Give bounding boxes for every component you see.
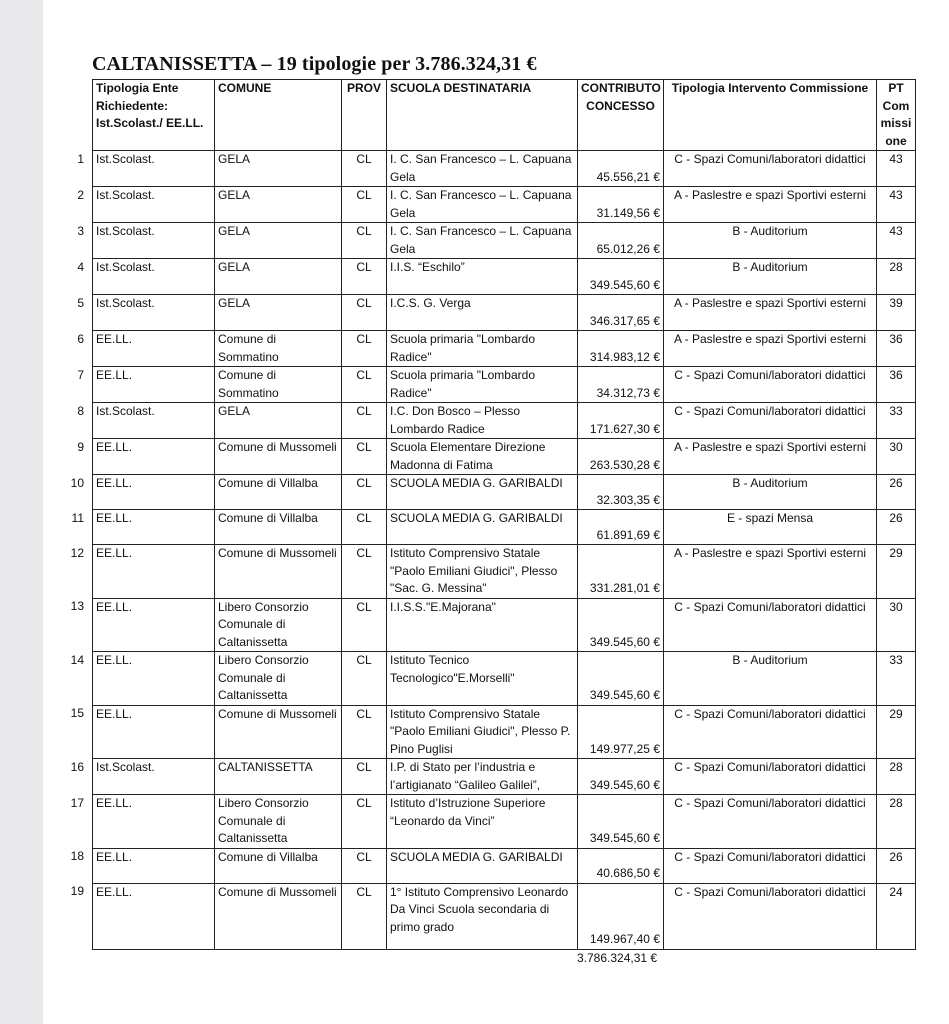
cell-pt-commissione: 36 (877, 367, 916, 403)
cell-tipologia-intervento: A - Paslestre e spazi Sportivi esterni (664, 439, 877, 475)
cell-comune: Comune di Villalba (215, 848, 342, 883)
cell-prov: CL (342, 795, 387, 849)
table-row (93, 151, 916, 187)
cell-tipologia-intervento: A - Paslestre e spazi Sportivi esterni (664, 545, 877, 599)
table-row (93, 295, 916, 331)
table-row (93, 331, 916, 367)
cell-scuola-destinataria: Scuola Elementare Direzione Madonna di Fatima (387, 439, 578, 475)
cell-tipologia-ente: EE.LL. (93, 475, 215, 510)
cell-contributo-concesso: 32.303,35 € (578, 475, 664, 510)
cell-scuola-destinataria: Istituto Comprensivo Statale "Paolo Emiliani Giudici", Plesso P. Pino Puglisi (387, 705, 578, 759)
cell-pt-commissione: 29 (877, 705, 916, 759)
cell-tipologia-intervento: C - Spazi Comuni/laboratori didattici (664, 151, 877, 187)
document-title: CALTANISSETTA – 19 tipologie per 3.786.324,31 € (92, 53, 537, 75)
table-header-row (93, 80, 916, 151)
row-number: 4 (77, 259, 84, 274)
header-tipologia-intervento: Tipologia Intervento Commissione (664, 80, 877, 151)
cell-pt-commissione: 43 (877, 151, 916, 187)
cell-prov: CL (342, 367, 387, 403)
cell-contributo-concesso: 349.545,60 € (578, 598, 664, 652)
row-number: 19 (70, 884, 84, 898)
cell-tipologia-intervento: C - Spazi Comuni/laboratori didattici (664, 403, 877, 439)
cell-prov: CL (342, 848, 387, 883)
row-number: 6 (77, 331, 84, 346)
row-number: 15 (70, 706, 84, 720)
cell-pt-commissione: 43 (877, 223, 916, 259)
row-number: 5 (77, 295, 84, 310)
cell-contributo-concesso: 61.891,69 € (578, 510, 664, 545)
cell-prov: CL (342, 598, 387, 652)
cell-tipologia-intervento: C - Spazi Comuni/laboratori didattici (664, 795, 877, 849)
table-row (93, 545, 916, 599)
cell-tipologia-intervento: C - Spazi Comuni/laboratori didattici (664, 367, 877, 403)
cell-scuola-destinataria: Istituto Comprensivo Statale "Paolo Emiliani Giudici", Plesso "Sac. G. Messina" (387, 545, 578, 599)
header-tipologia-ente: Tipologia Ente Richiedente: Ist.Scolast./ EE.LL. (93, 80, 215, 151)
cell-prov: CL (342, 475, 387, 510)
cell-comune: GELA (215, 151, 342, 187)
row-number: 12 (70, 545, 84, 560)
cell-tipologia-intervento: C - Spazi Comuni/laboratori didattici (664, 883, 877, 949)
table-row (93, 598, 916, 652)
cell-tipologia-ente: Ist.Scolast. (93, 295, 215, 331)
cell-comune: Comune di Mussomeli (215, 705, 342, 759)
row-number: 9 (77, 439, 84, 454)
table-row (93, 187, 916, 223)
cell-scuola-destinataria: I.P. di Stato per l’industria e l’artigianato “Galileo Galilei”, (387, 759, 578, 795)
cell-prov: CL (342, 187, 387, 223)
cell-comune: Comune di Mussomeli (215, 545, 342, 599)
cell-tipologia-ente: EE.LL. (93, 510, 215, 545)
cell-tipologia-intervento: B - Auditorium (664, 259, 877, 295)
cell-tipologia-ente: EE.LL. (93, 652, 215, 706)
funding-table (92, 79, 916, 950)
cell-scuola-destinataria: Istituto d’Istruzione Superiore “Leonardo da Vinci” (387, 795, 578, 849)
cell-tipologia-intervento: C - Spazi Comuni/laboratori didattici (664, 598, 877, 652)
cell-tipologia-intervento: C - Spazi Comuni/laboratori didattici (664, 848, 877, 883)
cell-prov: CL (342, 883, 387, 949)
cell-scuola-destinataria: I.C. Don Bosco – Plesso Lombardo Radice (387, 403, 578, 439)
cell-comune: GELA (215, 223, 342, 259)
table-row (93, 848, 916, 883)
cell-scuola-destinataria: SCUOLA MEDIA G. GARIBALDI (387, 510, 578, 545)
table-row (93, 439, 916, 475)
cell-scuola-destinataria: I. C. San Francesco – L. Capuana Gela (387, 187, 578, 223)
cell-comune: Comune di Sommatino (215, 331, 342, 367)
cell-tipologia-intervento: E - spazi Mensa (664, 510, 877, 545)
table-row (93, 259, 916, 295)
row-number: 11 (71, 510, 84, 525)
cell-tipologia-ente: EE.LL. (93, 439, 215, 475)
cell-scuola-destinataria: I.I.S.S."E.Majorana" (387, 598, 578, 652)
cell-prov: CL (342, 705, 387, 759)
cell-comune: Libero Consorzio Comunale di Caltanissetta (215, 795, 342, 849)
cell-comune: GELA (215, 295, 342, 331)
cell-tipologia-intervento: B - Auditorium (664, 652, 877, 706)
grand-total: 3.786.324,31 € (577, 950, 658, 965)
cell-contributo-concesso: 31.149,56 € (578, 187, 664, 223)
cell-comune: GELA (215, 259, 342, 295)
cell-pt-commissione: 28 (877, 795, 916, 849)
row-number: 14 (70, 652, 84, 667)
cell-scuola-destinataria: SCUOLA MEDIA G. GARIBALDI (387, 475, 578, 510)
header-contributo-concesso: CONTRIBUTO CONCESSO (578, 80, 664, 151)
cell-contributo-concesso: 314.983,12 € (578, 331, 664, 367)
cell-scuola-destinataria: Istituto Tecnico Tecnologico"E.Morselli" (387, 652, 578, 706)
cell-comune: CALTANISSETTA (215, 759, 342, 795)
cell-pt-commissione: 39 (877, 295, 916, 331)
cell-contributo-concesso: 149.967,40 € (578, 883, 664, 949)
cell-contributo-concesso: 349.545,60 € (578, 652, 664, 706)
cell-scuola-destinataria: SCUOLA MEDIA G. GARIBALDI (387, 848, 578, 883)
header-prov: PROV (342, 80, 387, 151)
cell-pt-commissione: 33 (877, 403, 916, 439)
cell-tipologia-ente: EE.LL. (93, 331, 215, 367)
cell-contributo-concesso: 40.686,50 € (578, 848, 664, 883)
cell-pt-commissione: 26 (877, 510, 916, 545)
cell-scuola-destinataria: I.I.S. “Eschilo” (387, 259, 578, 295)
cell-pt-commissione: 36 (877, 331, 916, 367)
header-pt-commissione: PT Com missi one (877, 80, 916, 151)
cell-tipologia-intervento: A - Paslestre e spazi Sportivi esterni (664, 331, 877, 367)
cell-contributo-concesso: 349.545,60 € (578, 795, 664, 849)
cell-prov: CL (342, 151, 387, 187)
row-number: 16 (70, 759, 84, 774)
cell-tipologia-ente: EE.LL. (93, 545, 215, 599)
cell-contributo-concesso: 34.312,73 € (578, 367, 664, 403)
cell-tipologia-intervento: C - Spazi Comuni/laboratori didattici (664, 759, 877, 795)
table-row (93, 403, 916, 439)
table-row (93, 795, 916, 849)
cell-prov: CL (342, 510, 387, 545)
cell-comune: Comune di Villalba (215, 475, 342, 510)
cell-scuola-destinataria: Scuola primaria "Lombardo Radice" (387, 367, 578, 403)
table-row (93, 475, 916, 510)
cell-scuola-destinataria: I. C. San Francesco – L. Capuana Gela (387, 223, 578, 259)
cell-contributo-concesso: 331.281,01 € (578, 545, 664, 599)
cell-pt-commissione: 28 (877, 759, 916, 795)
cell-tipologia-ente: EE.LL. (93, 598, 215, 652)
row-number: 3 (77, 223, 84, 238)
row-number: 2 (77, 187, 84, 202)
cell-tipologia-ente: EE.LL. (93, 795, 215, 849)
row-number: 8 (77, 403, 84, 418)
cell-tipologia-ente: Ist.Scolast. (93, 223, 215, 259)
cell-prov: CL (342, 223, 387, 259)
cell-pt-commissione: 28 (877, 259, 916, 295)
cell-tipologia-ente: Ist.Scolast. (93, 403, 215, 439)
cell-scuola-destinataria: I. C. San Francesco – L. Capuana Gela (387, 151, 578, 187)
row-number: 1 (77, 151, 84, 166)
cell-tipologia-intervento: B - Auditorium (664, 223, 877, 259)
row-number: 13 (70, 599, 84, 613)
cell-contributo-concesso: 45.556,21 € (578, 151, 664, 187)
cell-contributo-concesso: 171.627,30 € (578, 403, 664, 439)
cell-pt-commissione: 43 (877, 187, 916, 223)
cell-comune: GELA (215, 187, 342, 223)
cell-tipologia-ente: Ist.Scolast. (93, 259, 215, 295)
cell-tipologia-ente: Ist.Scolast. (93, 187, 215, 223)
cell-prov: CL (342, 439, 387, 475)
cell-prov: CL (342, 759, 387, 795)
cell-tipologia-intervento: A - Paslestre e spazi Sportivi esterni (664, 187, 877, 223)
cell-tipologia-ente: EE.LL. (93, 367, 215, 403)
cell-pt-commissione: 24 (877, 883, 916, 949)
table-row (93, 883, 916, 949)
cell-prov: CL (342, 295, 387, 331)
cell-tipologia-ente: Ist.Scolast. (93, 151, 215, 187)
cell-comune: Comune di Mussomeli (215, 439, 342, 475)
table-row (93, 652, 916, 706)
cell-pt-commissione: 30 (877, 598, 916, 652)
cell-scuola-destinataria: 1° Istituto Comprensivo Leonardo Da Vinci Scuola secondaria di primo grado (387, 883, 578, 949)
cell-prov: CL (342, 331, 387, 367)
table-row (93, 367, 916, 403)
table-row (93, 223, 916, 259)
cell-pt-commissione: 29 (877, 545, 916, 599)
cell-comune: Comune di Sommatino (215, 367, 342, 403)
cell-pt-commissione: 33 (877, 652, 916, 706)
cell-contributo-concesso: 149.977,25 € (578, 705, 664, 759)
cell-comune: GELA (215, 403, 342, 439)
table-row (93, 705, 916, 759)
cell-comune: Libero Consorzio Comunale di Caltanissetta (215, 652, 342, 706)
cell-comune: Libero Consorzio Comunale di Caltanissetta (215, 598, 342, 652)
cell-pt-commissione: 30 (877, 439, 916, 475)
cell-contributo-concesso: 349.545,60 € (578, 259, 664, 295)
cell-tipologia-intervento: C - Spazi Comuni/laboratori didattici (664, 705, 877, 759)
table-row (93, 510, 916, 545)
cell-tipologia-ente: EE.LL. (93, 883, 215, 949)
cell-comune: Comune di Mussomeli (215, 883, 342, 949)
cell-tipologia-ente: Ist.Scolast. (93, 759, 215, 795)
cell-comune: Comune di Villalba (215, 510, 342, 545)
header-scuola-destinataria: SCUOLA DESTINATARIA (387, 80, 578, 151)
cell-contributo-concesso: 263.530,28 € (578, 439, 664, 475)
cell-tipologia-intervento: A - Paslestre e spazi Sportivi esterni (664, 295, 877, 331)
cell-tipologia-ente: EE.LL. (93, 848, 215, 883)
header-comune: COMUNE (215, 80, 342, 151)
cell-contributo-concesso: 346.317,65 € (578, 295, 664, 331)
row-number: 17 (70, 795, 84, 810)
cell-contributo-concesso: 349.545,60 € (578, 759, 664, 795)
cell-prov: CL (342, 403, 387, 439)
cell-tipologia-intervento: B - Auditorium (664, 475, 877, 510)
row-number: 10 (70, 475, 84, 490)
cell-prov: CL (342, 545, 387, 599)
row-number: 7 (77, 367, 84, 382)
table-row (93, 759, 916, 795)
cell-scuola-destinataria: I.C.S. G. Verga (387, 295, 578, 331)
cell-contributo-concesso: 65.012,26 € (578, 223, 664, 259)
cell-scuola-destinataria: Scuola primaria "Lombardo Radice" (387, 331, 578, 367)
row-number: 18 (70, 849, 84, 863)
cell-pt-commissione: 26 (877, 475, 916, 510)
cell-prov: CL (342, 652, 387, 706)
cell-prov: CL (342, 259, 387, 295)
cell-tipologia-ente: EE.LL. (93, 705, 215, 759)
cell-pt-commissione: 26 (877, 848, 916, 883)
